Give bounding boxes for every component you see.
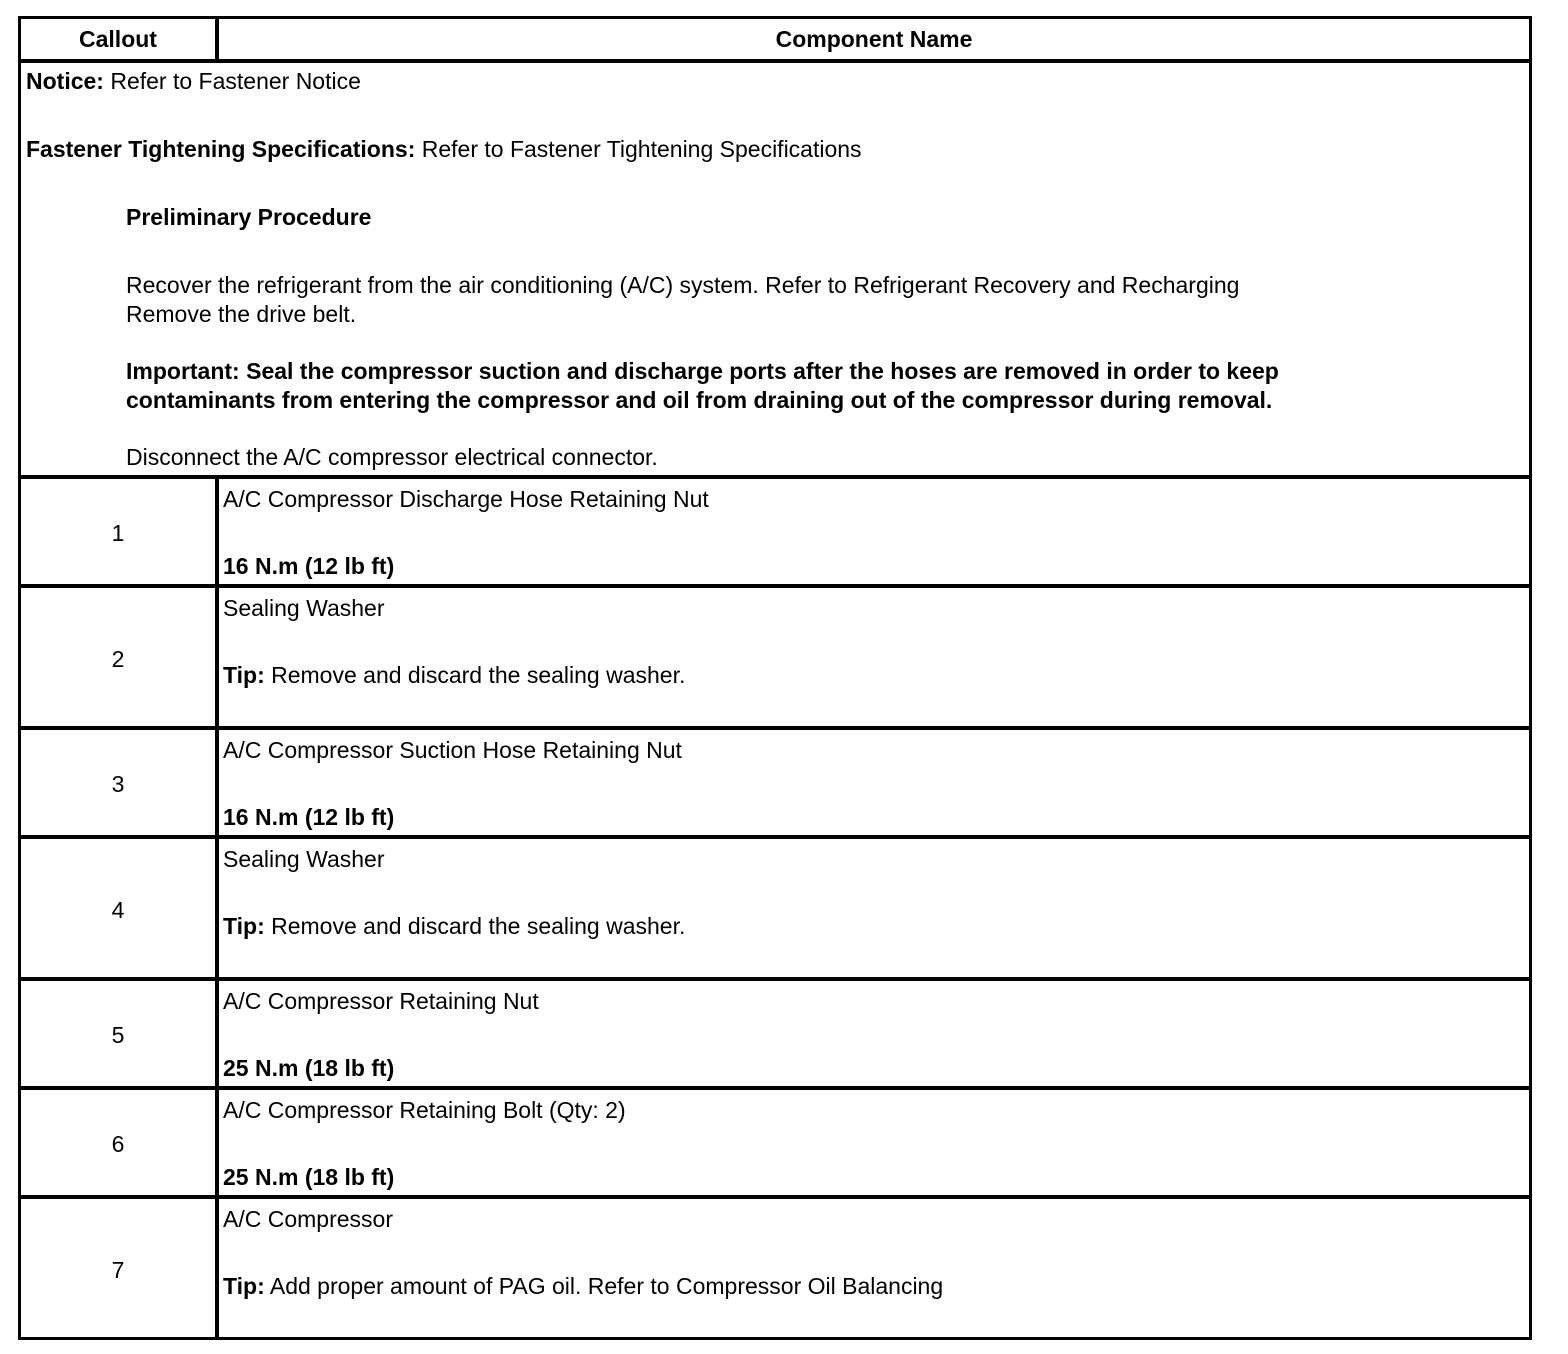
- fastener-spec-text: Refer to Fastener Tightening Specifications: [415, 136, 862, 162]
- component-table: [18, 16, 1532, 1340]
- torque-spec: 25 N.m (18 lb ft): [223, 1055, 395, 1081]
- component-tip: [223, 661, 685, 690]
- notes-rule: [21, 475, 1529, 479]
- fastener-spec-label: Fastener Tightening Specifications:: [26, 136, 416, 162]
- tip-label: Tip:: [223, 913, 265, 939]
- callout-number: 4: [111, 897, 125, 923]
- component-name: A/C Compressor Retaining Bolt (Qty: 2): [223, 1097, 626, 1123]
- torque-spec: 16 N.m (12 lb ft): [223, 553, 395, 579]
- row-rule: [21, 584, 1529, 588]
- preliminary-procedure-title: Preliminary Procedure: [126, 204, 372, 230]
- torque-spec: 16 N.m (12 lb ft): [223, 804, 395, 830]
- column-divider: [215, 479, 219, 1340]
- important-note-line1: Important: Seal the compressor suction and discharge ports after the hoses are removed in order to keep: [126, 358, 1279, 384]
- tip-text: Add proper amount of PAG oil. Refer to Compressor Oil Balancing: [264, 1273, 944, 1299]
- torque-spec: 25 N.m (18 lb ft): [223, 1164, 395, 1190]
- callout-number: 5: [111, 1022, 125, 1048]
- procedure-step-recover: Recover the refrigerant from the air conditioning (A/C) system. Refer to Refrigerant Recovery and Recharging: [126, 272, 1240, 298]
- header-divider: [215, 19, 219, 59]
- tip-text: Remove and discard the sealing washer.: [264, 662, 686, 688]
- component-name: A/C Compressor Retaining Nut: [223, 988, 539, 1014]
- callout-number: 3: [111, 771, 125, 797]
- tip-text: Remove and discard the sealing washer.: [264, 913, 686, 939]
- row-rule: [21, 726, 1529, 730]
- component-name: A/C Compressor Suction Hose Retaining Nut: [223, 737, 682, 763]
- component-name: Sealing Washer: [223, 846, 385, 872]
- tip-label: Tip:: [223, 662, 265, 688]
- row-rule: [21, 835, 1529, 839]
- row-rule: [21, 1086, 1529, 1090]
- component-tip: [223, 912, 685, 941]
- procedure-step-drive-belt: Remove the drive belt.: [126, 301, 357, 327]
- notice-text: Refer to Fastener Notice: [103, 68, 361, 94]
- important-note-line2: contaminants from entering the compressor and oil from draining out of the compressor during removal.: [126, 387, 1273, 413]
- component-tip: [223, 1272, 943, 1301]
- tip-label: Tip:: [223, 1273, 265, 1299]
- header-rule: [21, 59, 1529, 63]
- callout-number: 7: [111, 1257, 125, 1283]
- row-rule: [21, 977, 1529, 981]
- component-name: A/C Compressor Discharge Hose Retaining Nut: [223, 486, 709, 512]
- component-name: Sealing Washer: [223, 595, 385, 621]
- notice-line: [26, 67, 361, 96]
- component-name: A/C Compressor: [223, 1206, 393, 1232]
- row-rule: [21, 1195, 1529, 1199]
- callout-column-header: Callout: [79, 26, 157, 52]
- component-name-column-header: Component Name: [775, 26, 973, 52]
- callout-number: 1: [111, 520, 125, 546]
- callout-number: 6: [111, 1131, 125, 1157]
- callout-number: 2: [111, 646, 125, 672]
- notice-label: Notice:: [26, 68, 104, 94]
- procedure-step-disconnect: Disconnect the A/C compressor electrical connector.: [126, 444, 658, 470]
- fastener-spec-line: [26, 135, 862, 164]
